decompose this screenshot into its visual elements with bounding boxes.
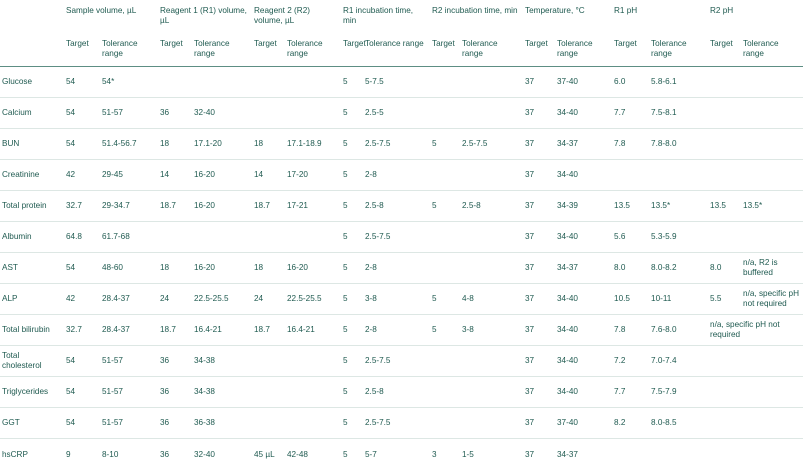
table-cell	[739, 129, 803, 160]
analyte-name-cell: ALP	[0, 284, 62, 315]
table-cell: n/a, R2 is buffered	[739, 253, 803, 284]
table-cell: 34-40	[553, 346, 610, 377]
table-cell: 5-7	[361, 439, 428, 471]
table-cell: 29-45	[98, 160, 156, 191]
column-group-header: Sample volume, µL	[62, 1, 156, 36]
table-cell: 17.1-18.9	[283, 129, 339, 160]
table-cell: 5-7.5	[365, 77, 384, 86]
table-cell: 29-34.7	[98, 191, 156, 222]
table-cell: 24	[156, 284, 190, 315]
table-cell	[647, 160, 706, 191]
table-cell	[610, 160, 647, 191]
table-cell: 7.8	[610, 315, 647, 346]
table-cell: 7.7	[610, 377, 647, 408]
table-cell: 7.5-8.1	[647, 98, 706, 129]
table-cell	[458, 222, 521, 253]
table-cell: 5.5	[706, 284, 739, 315]
table-cell: 54	[62, 129, 98, 160]
table-cell: 5	[428, 315, 458, 346]
table-cell: 5	[428, 191, 458, 222]
table-header	[0, 1, 803, 67]
table-cell: 22.5-25.5	[190, 284, 250, 315]
table-cell: 16-20	[190, 191, 250, 222]
table-cell	[706, 439, 739, 471]
table-cell: 51-57	[98, 346, 156, 377]
table-cell	[156, 222, 190, 253]
table-cell: 64.8	[62, 222, 98, 253]
table-cell	[250, 67, 283, 98]
table-cell	[283, 67, 339, 98]
table-cell: 5	[339, 129, 361, 160]
analyte-name-cell: Total cholesterol	[0, 346, 62, 377]
table-cell: 2.5-7.5	[458, 129, 521, 160]
analyte-name-cell: Triglycerides	[0, 377, 62, 408]
table-cell: 1-5	[458, 439, 521, 471]
table-cell	[706, 129, 739, 160]
table-cell: 5.8-6.1	[651, 77, 677, 86]
table-cell: 5.6	[610, 222, 647, 253]
analyte-name-cell: Albumin	[0, 222, 62, 253]
table-row	[0, 129, 803, 160]
target-header: Target	[610, 35, 647, 67]
table-cell	[610, 439, 647, 471]
group-header-row	[0, 1, 803, 36]
table-cell: 37	[521, 439, 553, 471]
table-cell: 7.5-7.9	[647, 377, 706, 408]
table-cell: 3-8	[361, 284, 428, 315]
table-row	[0, 67, 803, 98]
table-row	[0, 222, 803, 253]
table-cell	[739, 67, 803, 98]
table-cell: 45 µL	[250, 439, 283, 471]
table-cell: 34-40	[553, 222, 610, 253]
table-cell: 13.5	[610, 191, 647, 222]
table-row	[0, 439, 803, 471]
table-cell: 18.7	[156, 315, 190, 346]
table-cell: 37	[521, 160, 553, 191]
table-cell: 5	[339, 377, 361, 408]
table-cell: 17-21	[283, 191, 339, 222]
column-group-header: Reagent 1 (R1) volume, µL	[156, 1, 250, 36]
table-cell: 51-57	[98, 98, 156, 129]
table-cell: 5	[339, 222, 361, 253]
column-group-header: R1 pH	[610, 1, 706, 36]
analyte-name-cell: hsCRP	[0, 439, 62, 471]
table-cell	[458, 253, 521, 284]
tolerance-range-header: Tolerance range	[361, 35, 428, 67]
table-cell: 36-38	[190, 408, 250, 439]
table-cell: 42	[62, 160, 98, 191]
table-cell: 2.5-8	[361, 377, 428, 408]
column-group-header: Reagent 2 (R2) volume, µL	[250, 1, 339, 36]
analyte-name-cell: AST	[0, 253, 62, 284]
table-row	[0, 284, 803, 315]
table-row	[0, 315, 803, 346]
table-cell: 34-40	[553, 315, 610, 346]
table-cell: 2.5-7.5	[361, 408, 428, 439]
table-cell: 2-8	[361, 315, 428, 346]
table-cell	[706, 222, 739, 253]
table-row	[0, 191, 803, 222]
table-cell: 34-37	[553, 439, 610, 471]
table-cell: 18	[250, 129, 283, 160]
table-cell: 2-8	[361, 160, 428, 191]
target-header: Target	[156, 35, 190, 67]
table-cell	[739, 346, 803, 377]
table-cell: 34-38	[190, 346, 250, 377]
table-cell: 14	[156, 160, 190, 191]
table-cell: 54	[62, 408, 98, 439]
table-cell	[250, 222, 283, 253]
table-cell: 2.5-8	[458, 191, 521, 222]
tolerance-range-header: Tolerance range	[647, 35, 706, 67]
table-row	[0, 346, 803, 377]
table-cell: 7.2	[610, 346, 647, 377]
table-cell: 24	[250, 284, 283, 315]
table-cell	[458, 408, 521, 439]
table-cell: 2.5-7.5	[361, 346, 428, 377]
table-cell: 37	[521, 315, 553, 346]
table-cell: 10-11	[647, 284, 706, 315]
table-cell	[428, 98, 458, 129]
table-cell: 5	[428, 129, 458, 160]
table-cell: 22.5-25.5	[283, 284, 339, 315]
tolerance-range-header: Tolerance range	[458, 35, 521, 67]
table-cell	[647, 439, 706, 471]
table-cell: 16-20	[190, 253, 250, 284]
column-group-header: R2 incubation time, min	[428, 1, 521, 36]
table-cell: 8.0	[706, 253, 739, 284]
table-cell: 36	[156, 98, 190, 129]
table-cell: 34-40	[553, 284, 610, 315]
table-cell: 18.7	[250, 191, 283, 222]
table-cell	[739, 377, 803, 408]
table-cell: 3	[428, 439, 458, 471]
table-cell: 16.4-21	[283, 315, 339, 346]
table-cell: 7.0-7.4	[647, 346, 706, 377]
table-cell: 18	[156, 253, 190, 284]
table-cell	[283, 222, 339, 253]
table-cell: 8.2	[610, 408, 647, 439]
table-cell: 54	[62, 377, 98, 408]
table-cell: 13.5*	[647, 191, 706, 222]
row-label-header	[0, 35, 62, 67]
table-cell: 17-20	[283, 160, 339, 191]
target-header: Target	[706, 35, 739, 67]
column-group-header: Temperature, °C	[521, 1, 610, 36]
table-cell: 37	[521, 346, 553, 377]
table-cell	[283, 408, 339, 439]
table-cell: 36	[156, 408, 190, 439]
table-cell: 34-40	[553, 98, 610, 129]
table-cell: 2-8	[361, 253, 428, 284]
table-cell: 54	[66, 77, 76, 86]
table-cell: 28.4-37	[98, 315, 156, 346]
table-cell	[739, 408, 803, 439]
table-cell: 54	[62, 98, 98, 129]
table-row	[0, 408, 803, 439]
table-cell: 32-40	[190, 439, 250, 471]
table-cell: 34-37	[553, 253, 610, 284]
table-cell: 51-57	[98, 377, 156, 408]
table-cell	[428, 408, 458, 439]
target-header: Target	[428, 35, 458, 67]
table-cell: 37	[521, 191, 553, 222]
table-cell	[706, 67, 739, 98]
table-cell: 8-10	[98, 439, 156, 471]
table-cell: 9	[62, 439, 98, 471]
table-cell: 5	[339, 253, 361, 284]
table-cell: 51-57	[98, 408, 156, 439]
table-cell	[283, 346, 339, 377]
analyte-name-cell: GGT	[0, 408, 62, 439]
table-cell: 5	[343, 77, 348, 86]
table-cell: 32-40	[190, 98, 250, 129]
table-cell	[190, 67, 250, 98]
table-cell	[706, 408, 739, 439]
table-cell: 37	[521, 253, 553, 284]
target-header: Target	[250, 35, 283, 67]
table-cell: 5	[339, 346, 361, 377]
table-cell	[739, 439, 803, 471]
table-cell: 37-40	[553, 408, 610, 439]
table-cell: 5.3-5.9	[647, 222, 706, 253]
table-cell: 36	[156, 377, 190, 408]
table-cell: 54	[62, 253, 98, 284]
table-cell: 8.0-8.2	[647, 253, 706, 284]
table-cell: 7.6-8.0	[647, 315, 706, 346]
table-cell	[458, 377, 521, 408]
analyte-name-cell: Total protein	[0, 191, 62, 222]
table-cell	[458, 160, 521, 191]
table-cell: 7.8	[610, 129, 647, 160]
table-cell: 37-40	[557, 77, 578, 86]
table-cell	[283, 98, 339, 129]
table-cell: 32.7	[62, 191, 98, 222]
analyte-name-cell: Glucose	[2, 77, 33, 86]
table-cell: 51.4-56.7	[98, 129, 156, 160]
table-cell: 2.5-5	[361, 98, 428, 129]
table-cell: 28.4-37	[98, 284, 156, 315]
table-cell	[250, 408, 283, 439]
target-header: Target	[521, 35, 553, 67]
table-cell	[739, 222, 803, 253]
table-cell: 13.5*	[739, 191, 803, 222]
table-cell	[739, 160, 803, 191]
table-cell: 36	[156, 439, 190, 471]
table-cell	[706, 160, 739, 191]
table-cell	[250, 98, 283, 129]
table-cell: 36	[156, 346, 190, 377]
target-header: Target	[339, 35, 361, 67]
table-cell: 18	[250, 253, 283, 284]
analyte-name-cell: Total bilirubin	[0, 315, 62, 346]
table-cell: 54	[62, 346, 98, 377]
table-row	[0, 98, 803, 129]
table-cell: 37	[521, 284, 553, 315]
table-cell	[706, 98, 739, 129]
table-cell	[428, 160, 458, 191]
table-cell: 37	[521, 222, 553, 253]
table-cell: 34-37	[553, 129, 610, 160]
tolerance-range-header: Tolerance range	[283, 35, 339, 67]
table-cell	[283, 377, 339, 408]
table-cell	[428, 67, 458, 98]
table-cell: 37	[521, 129, 553, 160]
table-cell: 13.5	[706, 191, 739, 222]
table-cell	[428, 377, 458, 408]
table-cell: 42	[62, 284, 98, 315]
table-cell	[739, 98, 803, 129]
table-cell: 2.5-7.5	[361, 129, 428, 160]
table-cell: 18.7	[250, 315, 283, 346]
table-cell: 5	[428, 284, 458, 315]
table-cell: n/a, specific pH not required	[706, 315, 803, 346]
table-cell: 5	[339, 439, 361, 471]
tolerance-range-header: Tolerance range	[739, 35, 803, 67]
tolerance-range-header: Tolerance range	[190, 35, 250, 67]
analyte-name-cell: Creatinine	[0, 160, 62, 191]
table-cell	[458, 346, 521, 377]
table-cell	[706, 346, 739, 377]
table-cell: 16-20	[283, 253, 339, 284]
table-cell: 17.1-20	[190, 129, 250, 160]
table-cell: 3-8	[458, 315, 521, 346]
table-cell: 37	[521, 408, 553, 439]
table-cell: 37	[521, 377, 553, 408]
table-cell: n/a, specific pH not required	[739, 284, 803, 315]
table-cell	[250, 377, 283, 408]
table-cell: 5	[339, 408, 361, 439]
table-cell: 5	[339, 98, 361, 129]
table-cell: 16-20	[190, 160, 250, 191]
table-cell: 14	[250, 160, 283, 191]
table-cell: 37	[521, 98, 553, 129]
table-cell	[156, 67, 190, 98]
table-cell: 34-39	[553, 191, 610, 222]
table-row	[0, 253, 803, 284]
target-header: Target	[62, 35, 98, 67]
table-cell: 34-38	[190, 377, 250, 408]
table-cell: 10.5	[610, 284, 647, 315]
table-cell	[458, 67, 521, 98]
table-cell: 42-48	[283, 439, 339, 471]
table-cell	[458, 98, 521, 129]
table-cell: 37	[525, 77, 535, 86]
table-cell: 5	[339, 191, 361, 222]
table-cell: 8.0	[610, 253, 647, 284]
table-cell	[706, 377, 739, 408]
table-cell: 7.8-8.0	[647, 129, 706, 160]
table-cell: 8.0-8.5	[647, 408, 706, 439]
tolerance-range-header: Tolerance range	[98, 35, 156, 67]
table-cell: 5	[339, 315, 361, 346]
table-cell: 6.0	[614, 77, 626, 86]
table-body	[0, 67, 803, 471]
table-cell	[250, 346, 283, 377]
table-cell: 7.7	[610, 98, 647, 129]
table-cell	[428, 222, 458, 253]
table-cell: 48-60	[98, 253, 156, 284]
table-cell: 18	[156, 129, 190, 160]
sub-header-row	[0, 35, 803, 67]
table-cell: 61.7-68	[98, 222, 156, 253]
table-cell: 32.7	[62, 315, 98, 346]
corner-header-cell	[0, 1, 62, 36]
column-group-header: R1 incubation time, min	[339, 1, 428, 36]
column-group-header: R2 pH	[706, 1, 803, 36]
table-cell: 34-40	[553, 160, 610, 191]
table-cell: 5	[339, 284, 361, 315]
table-cell	[428, 346, 458, 377]
table-row	[0, 377, 803, 408]
table-cell: 4-8	[458, 284, 521, 315]
table-cell: 18.7	[156, 191, 190, 222]
table-cell: 5	[339, 160, 361, 191]
table-cell: 34-40	[553, 377, 610, 408]
table-row	[0, 160, 803, 191]
table-cell: 54*	[102, 77, 115, 86]
table-cell: 2.5-7.5	[361, 222, 428, 253]
table-cell: 16.4-21	[190, 315, 250, 346]
table-cell	[190, 222, 250, 253]
analyte-name-cell: Calcium	[0, 98, 62, 129]
tolerance-range-header: Tolerance range	[553, 35, 610, 67]
analyte-name-cell: BUN	[0, 129, 62, 160]
table-cell	[428, 253, 458, 284]
table-cell: 2.5-8	[361, 191, 428, 222]
